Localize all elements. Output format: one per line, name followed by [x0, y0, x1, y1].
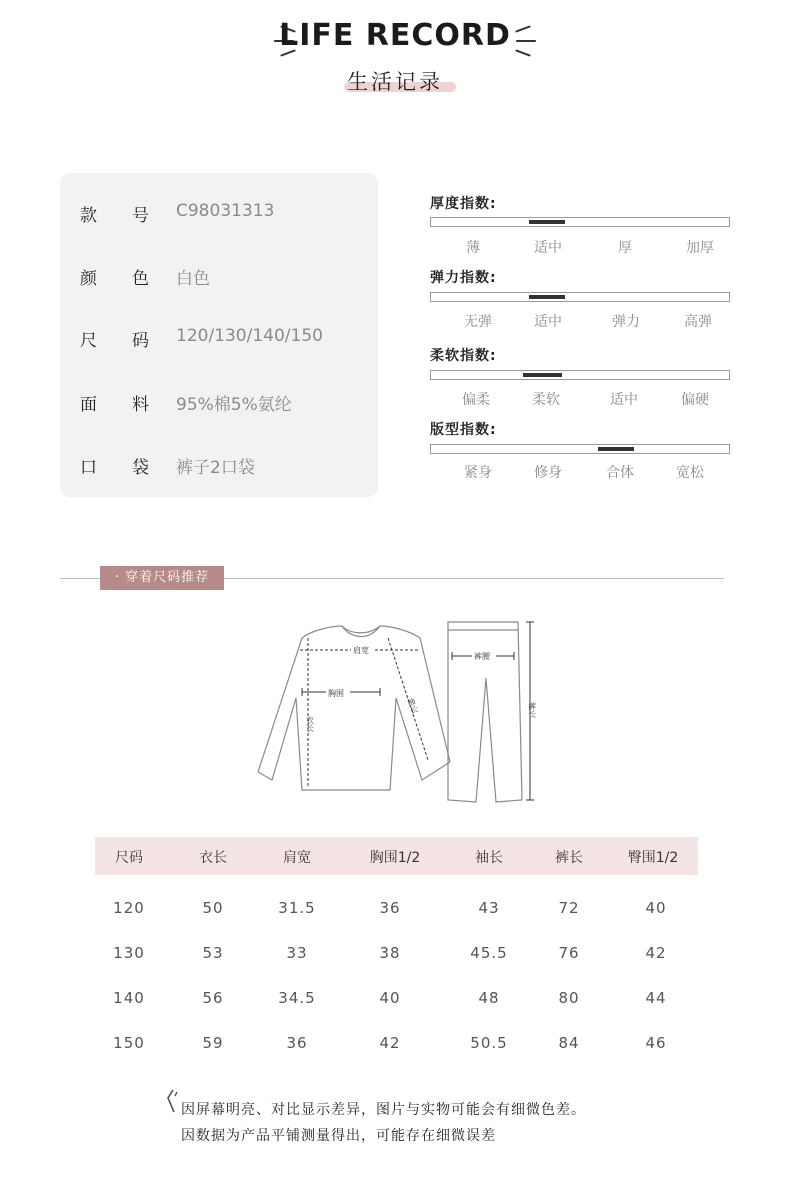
fit-label: 修身	[534, 465, 562, 481]
table-cell: 45.5	[470, 944, 508, 962]
table-cell: 48	[478, 989, 500, 1007]
table-cell: 56	[202, 989, 224, 1007]
pants-outline	[448, 622, 522, 802]
info-row-pocket	[60, 449, 378, 479]
page-title: LIFE RECORD	[279, 18, 511, 53]
size-table-header	[95, 837, 698, 875]
table-cell: 80	[558, 989, 580, 1007]
thickness-label: 加厚	[686, 240, 714, 256]
table-cell: 36	[379, 899, 401, 917]
elasticity-label: 无弹	[464, 314, 492, 330]
table-cell: 150	[113, 1034, 145, 1052]
diagram-sleeve-label: 袖长	[405, 696, 420, 715]
info-key-char-1: 面	[80, 395, 97, 415]
disclaimer-line-2: 因数据为产品平铺测量得出，可能存在细微误差	[181, 1128, 496, 1144]
table-header-cell: 臀围1/2	[627, 850, 679, 866]
table-cell: 84	[558, 1034, 580, 1052]
elasticity-label: 弹力	[612, 314, 640, 330]
info-row-color	[60, 260, 378, 290]
quote-mark-icon	[164, 1088, 180, 1114]
thickness-label: 薄	[466, 240, 480, 256]
softness-label: 适中	[610, 392, 638, 408]
diagram-chest-label: 胸围	[328, 689, 344, 698]
info-key-char-2: 号	[132, 206, 149, 226]
softness-label: 偏硬	[681, 392, 709, 408]
fit-label: 合体	[606, 465, 634, 481]
fit-label: 紧身	[464, 465, 492, 481]
table-cell: 31.5	[278, 899, 316, 917]
info-key-char-1: 尺	[80, 331, 97, 351]
info-key-char-2: 码	[132, 331, 149, 351]
table-cell: 140	[113, 989, 145, 1007]
table-cell: 33	[286, 944, 308, 962]
thickness-index-title: 厚度指数:	[430, 196, 497, 212]
fit-label: 宽松	[676, 465, 704, 481]
table-header-cell: 胸围1/2	[369, 850, 421, 866]
thickness-label: 适中	[534, 240, 562, 256]
softness-label: 偏柔	[462, 392, 490, 408]
diagram-waist-label: 裤腰	[474, 652, 490, 661]
table-cell: 36	[286, 1034, 308, 1052]
table-cell: 59	[202, 1034, 224, 1052]
table-cell: 46	[645, 1034, 667, 1052]
table-cell: 130	[113, 944, 145, 962]
info-key-char-1: 款	[80, 206, 97, 226]
thickness-index-bar	[430, 217, 730, 227]
table-cell: 42	[645, 944, 667, 962]
elasticity-index-title: 弹力指数:	[430, 270, 497, 286]
table-header-cell: 衣长	[199, 850, 227, 866]
product-info-panel	[60, 173, 378, 497]
table-cell: 120	[113, 899, 145, 917]
size-recommend-tag: · 穿着尺码推荐	[100, 566, 224, 590]
table-header-cell: 袖长	[475, 850, 503, 866]
table-cell: 34.5	[278, 989, 316, 1007]
diagram-length-label: 衣长	[305, 716, 315, 732]
thickness-index-marker	[529, 220, 565, 224]
table-cell: 38	[379, 944, 401, 962]
table-header-cell: 裤长	[555, 850, 583, 866]
diagram-pants-length-label: 裤长	[527, 702, 537, 718]
table-cell: 72	[558, 899, 580, 917]
info-row-size	[60, 322, 378, 352]
table-cell: 44	[645, 989, 667, 1007]
garment-measurement-diagram	[250, 612, 540, 808]
softness-index-marker	[523, 373, 562, 377]
info-value: 白色	[176, 269, 210, 289]
elasticity-label: 适中	[534, 314, 562, 330]
table-cell: 40	[379, 989, 401, 1007]
softness-index-title: 柔软指数:	[430, 348, 497, 364]
info-key-char-2: 色	[132, 269, 149, 289]
softness-index-bar	[430, 370, 730, 380]
info-row-fabric	[60, 386, 378, 416]
table-cell: 50	[202, 899, 224, 917]
thickness-label: 厚	[618, 240, 632, 256]
info-key-char-2: 袋	[132, 458, 149, 478]
info-key-char-1: 颜	[80, 269, 97, 289]
table-cell: 76	[558, 944, 580, 962]
table-cell: 50.5	[470, 1034, 508, 1052]
info-key-char-1: 口	[80, 458, 97, 478]
info-value: C98031313	[176, 201, 275, 221]
elasticity-index-bar	[430, 292, 730, 302]
table-header-cell: 肩宽	[283, 850, 311, 866]
fit-index-bar	[430, 444, 730, 454]
table-header-cell: 尺码	[115, 850, 143, 866]
table-cell: 42	[379, 1034, 401, 1052]
softness-label: 柔软	[532, 392, 560, 408]
info-value: 120/130/140/150	[176, 326, 323, 346]
fit-index-marker	[598, 447, 634, 451]
disclaimer-line-1: 因屏幕明亮、对比显示差异，图片与实物可能会有细微色差。	[181, 1102, 586, 1118]
table-cell: 43	[478, 899, 500, 917]
info-value: 裤子2口袋	[176, 458, 255, 478]
table-cell: 53	[202, 944, 224, 962]
elasticity-index-marker	[529, 295, 565, 299]
page-subtitle: 生活记录	[347, 70, 443, 94]
info-row-style	[60, 197, 378, 227]
info-value: 95%棉5%氨纶	[176, 395, 292, 415]
elasticity-label: 高弹	[684, 314, 712, 330]
fit-index-title: 版型指数:	[430, 422, 497, 438]
diagram-shoulder-label: 肩宽	[353, 646, 369, 655]
info-key-char-2: 料	[132, 395, 149, 415]
table-cell: 40	[645, 899, 667, 917]
